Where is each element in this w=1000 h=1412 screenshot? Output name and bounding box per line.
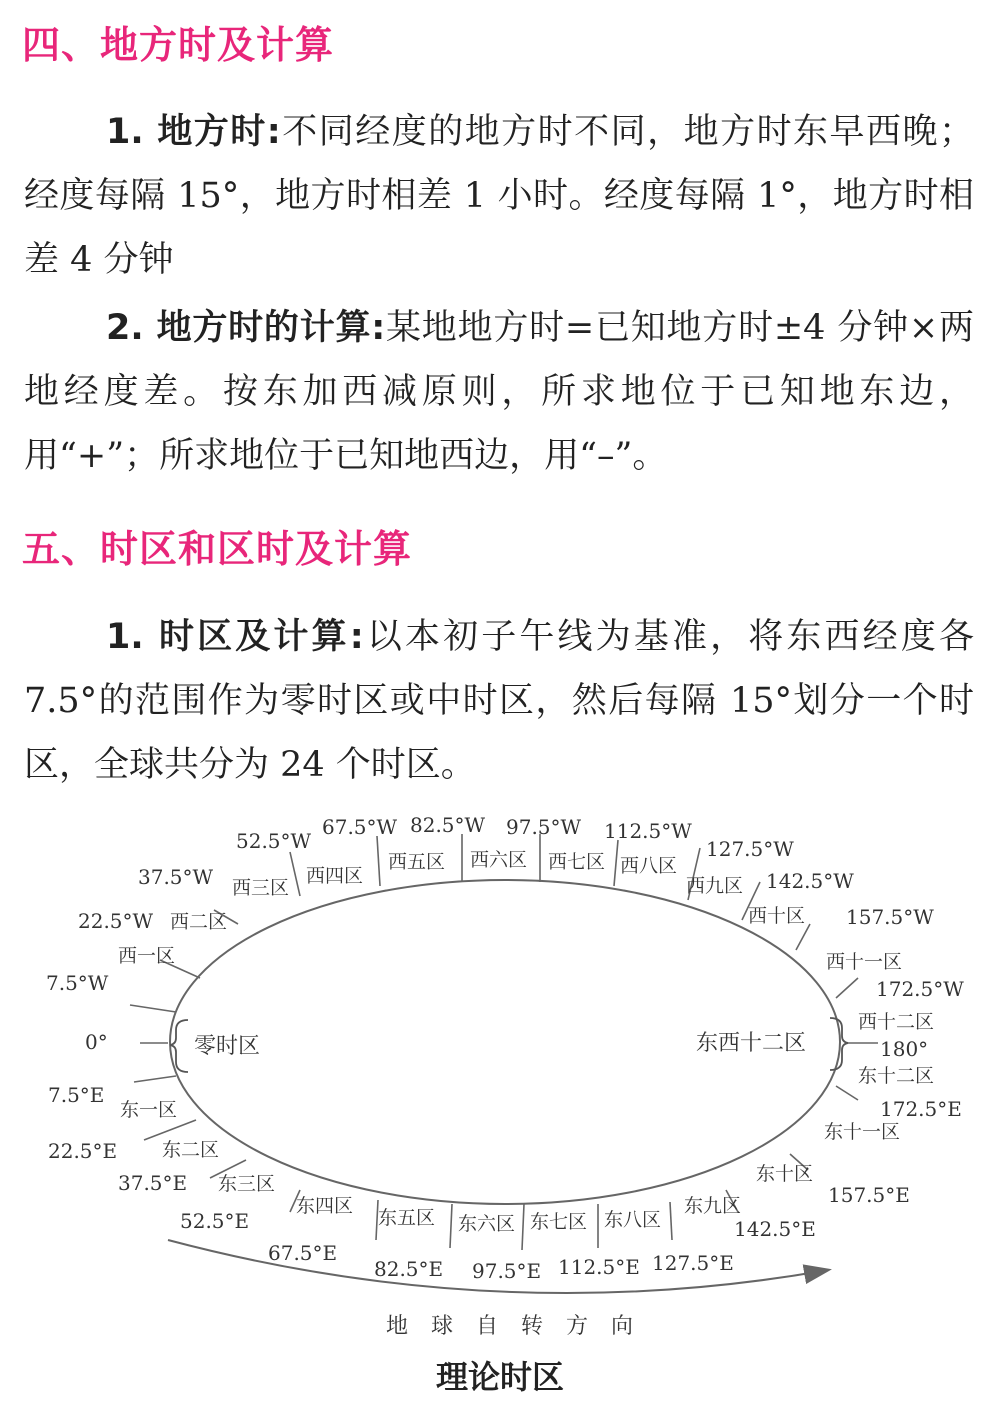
east-longitude-label: 157.5°E — [828, 1183, 910, 1207]
local-time-calculation — [24, 296, 974, 488]
west-boundary-tick — [796, 924, 810, 950]
antimeridian-label: 180° — [880, 1037, 929, 1061]
west-longitude-label: 7.5°W — [46, 971, 109, 995]
west-zone-label: 西五区 — [388, 851, 446, 873]
west-zone-label: 西二区 — [170, 911, 228, 933]
west-longitude-label: 142.5°W — [766, 869, 854, 893]
local-time-definition — [24, 100, 974, 292]
longitude-labels — [46, 813, 964, 1283]
east-longitude-label: 142.5°E — [734, 1217, 816, 1241]
east-zone-label: 东四区 — [296, 1195, 354, 1217]
definition-text: 以本初子午线为基准，将东西经度各 7.5°的范围作为零时区或中时区，然后每隔 15°划分一个时区，全球共分为 24 个时区。 — [24, 617, 974, 785]
west-longitude-label: 127.5°W — [706, 837, 794, 861]
west-zone-label: 西一区 — [118, 945, 176, 967]
west-longitude-label: 67.5°W — [322, 815, 398, 839]
west-longitude-label: 112.5°W — [604, 819, 692, 843]
west-longitude-label: 22.5°W — [78, 909, 154, 933]
east-zone-label: 东八区 — [604, 1209, 662, 1231]
rotation-label: 地 球 自 转 方 向 — [386, 1314, 641, 1339]
west-zone-label: 西十区 — [748, 905, 806, 927]
west-boundary-tick — [614, 840, 618, 886]
section-5-heading: 五、时区和区时及计算 — [22, 527, 413, 571]
east-zone-label: 东十二区 — [858, 1065, 935, 1087]
east-zone-label: 东九区 — [684, 1195, 742, 1217]
east-zone-label: 东二区 — [162, 1139, 220, 1161]
time-zone-diagram — [0, 800, 1000, 1345]
east-zone-label: 东一区 — [120, 1099, 178, 1121]
west-longitude-label: 157.5°W — [846, 905, 934, 929]
date-line-zone-label: 东西十二区 — [696, 1031, 807, 1056]
east-boundary-tick — [450, 1204, 452, 1248]
west-zone-label: 西九区 — [686, 875, 744, 897]
west-boundary-tick — [377, 836, 380, 886]
west-zone-label: 西十一区 — [826, 951, 903, 973]
east-longitude-label: 82.5°E — [374, 1257, 444, 1281]
definition-text: 不同经度的地方时不同，地方时东早西晚；经度每隔 15°，地方时相差 1 小时。经度每隔 1°，地方时相差 4 分钟 — [24, 112, 974, 280]
east-zone-label: 东三区 — [218, 1173, 276, 1195]
west-boundary-tick — [130, 1005, 176, 1012]
definition-text: 某地地方时=已知地方时±4 分钟×两地经度差。按东加西减原则，所求地位于已知地东边，用“+”；所求地位于已知地西边，用“–”。 — [24, 308, 974, 476]
east-longitude-label: 52.5°E — [180, 1209, 250, 1233]
east-longitude-label: 22.5°E — [48, 1139, 118, 1163]
east-boundary-tick — [144, 1120, 196, 1140]
west-zone-label: 西三区 — [232, 877, 290, 899]
east-longitude-label: 172.5°E — [880, 1097, 962, 1121]
west-boundary-tick — [290, 852, 300, 896]
west-zone-label: 西六区 — [470, 849, 528, 871]
east-zone-label: 东十区 — [756, 1163, 814, 1185]
east-boundary-tick — [670, 1202, 672, 1240]
west-longitude-label: 82.5°W — [410, 813, 486, 837]
east-longitude-label: 97.5°E — [472, 1259, 542, 1283]
east-zone-label: 东十一区 — [824, 1121, 901, 1143]
west-zone-label: 西七区 — [548, 851, 606, 873]
east-longitude-label: 127.5°E — [652, 1251, 734, 1275]
east-zone-label: 东六区 — [458, 1213, 516, 1235]
east-longitude-label: 7.5°E — [48, 1083, 105, 1107]
east-longitude-label: 67.5°E — [268, 1241, 338, 1265]
west-longitude-label: 52.5°W — [236, 829, 312, 853]
east-zone-label: 东五区 — [378, 1207, 436, 1229]
west-zone-label: 西四区 — [306, 865, 364, 887]
east-zone-label: 东七区 — [530, 1211, 588, 1233]
east-longitude-label: 37.5°E — [118, 1171, 188, 1195]
west-zone-label: 西八区 — [620, 855, 678, 877]
west-zone-label: 西十二区 — [858, 1011, 935, 1033]
time-zone-definition — [24, 605, 974, 797]
diagram-caption: 理论时区 — [435, 1358, 564, 1396]
term-label: 1. 地方时: — [106, 112, 281, 152]
west-boundary-tick — [836, 978, 858, 998]
zero-zone-label: 零时区 — [194, 1034, 261, 1059]
prime-meridian-label: 0° — [85, 1030, 108, 1054]
term-label: 2. 地方时的计算: — [106, 308, 386, 348]
east-boundary-tick — [134, 1076, 176, 1082]
section-4-heading: 四、地方时及计算 — [22, 23, 335, 67]
west-longitude-label: 97.5°W — [506, 815, 582, 839]
west-longitude-label: 172.5°W — [876, 977, 964, 1001]
west-longitude-label: 37.5°W — [138, 865, 214, 889]
east-boundary-tick — [836, 1086, 858, 1100]
east-longitude-label: 112.5°E — [558, 1255, 640, 1279]
east-boundary-tick — [522, 1204, 524, 1250]
term-label: 1. 时区及计算: — [106, 617, 364, 657]
